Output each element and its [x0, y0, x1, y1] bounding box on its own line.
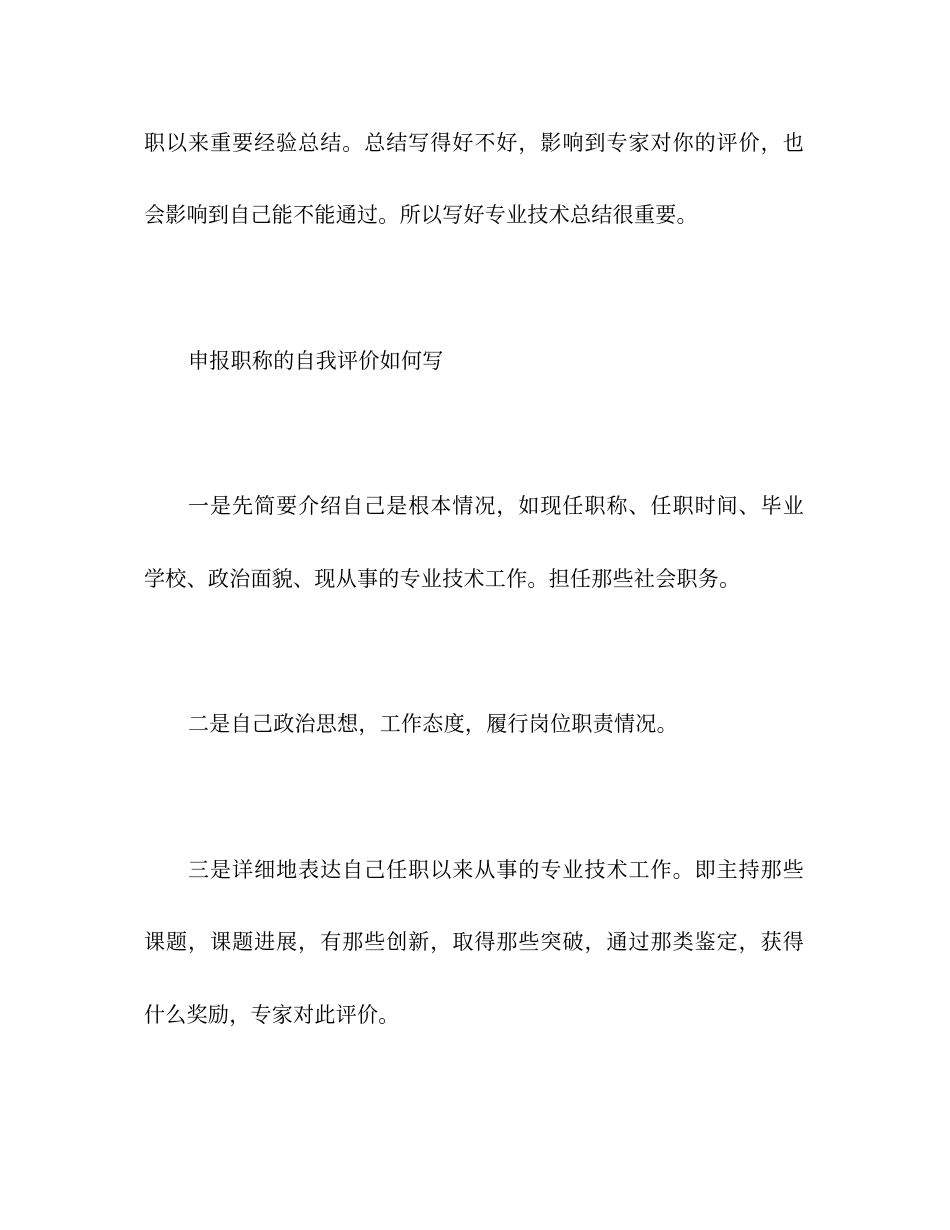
- paragraph-line: 二是自己政治思想，工作态度，履行岗位职责情况。: [188, 712, 678, 736]
- paragraph-line: 会影响到自己能不能通过。所以写好专业技术总结很重要。: [144, 203, 698, 227]
- paragraph-line: 职以来重要经验总结。总结写得好不好，影响到专家对你的评价，也: [144, 131, 804, 155]
- paragraph-line: 课题，课题进展，有那些创新，取得那些突破，通过那类鉴定，获得: [144, 930, 804, 954]
- paragraph-line: 一是先简要介绍自己是根本情况，如现任职称、任职时间、毕业: [188, 494, 804, 518]
- paragraph-line: 三是详细地表达自己任职以来从事的专业技术工作。即主持那些: [188, 858, 804, 882]
- paragraph-line: 什么奖励，专家对此评价。: [144, 1003, 400, 1027]
- section-heading: 申报职称的自我评价如何写: [188, 349, 444, 373]
- paragraph-line: 学校、政治面貌、现从事的专业技术工作。担任那些社会职务。: [144, 567, 741, 591]
